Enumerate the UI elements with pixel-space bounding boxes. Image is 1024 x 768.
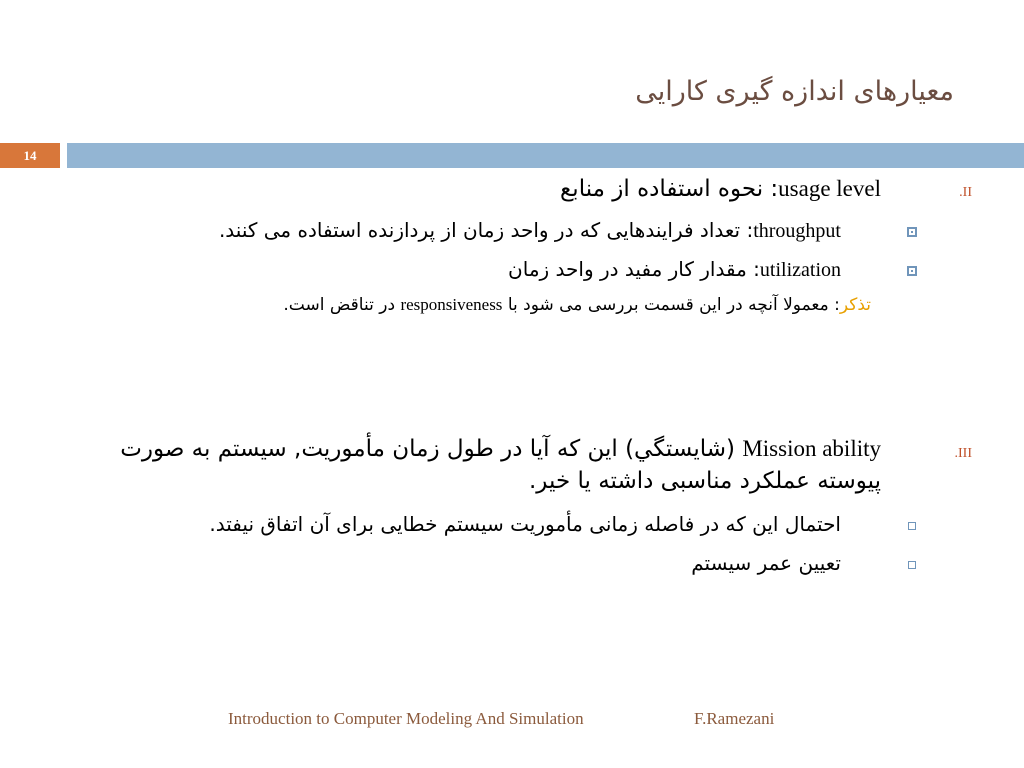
bullet-icon	[908, 561, 916, 569]
bullet-icon	[908, 522, 916, 530]
header-bar	[67, 143, 1024, 168]
footer-author: F.Ramezani	[694, 709, 775, 728]
list-item-throughput	[219, 218, 841, 243]
list-item-utilization	[508, 257, 841, 282]
item-term: throughput	[753, 220, 841, 242]
bullet-icon	[907, 266, 917, 276]
slide-title: معیارهای اندازه گیری کارایی	[635, 76, 954, 107]
item-text: : تعداد فرایندهایی که در واحد زمان از پردازنده استفاده می کنند.	[218, 218, 754, 242]
section-heading-iii	[120, 436, 881, 462]
item-text: : مقدار کار مفید در واحد زمان	[508, 257, 760, 281]
section-heading-iii-line2: پیوسته عملکرد مناسبی داشته یا خیر.	[529, 468, 881, 494]
heading-text: : نحوه استفاده از منابع	[560, 176, 779, 202]
note-text-after: در تناقض است.	[283, 295, 401, 315]
section-heading-ii	[560, 176, 881, 202]
heading-term: Mission ability	[742, 436, 881, 461]
note-text-before: : معمولا آنچه در این قسمت بررسی می شود با	[502, 295, 840, 315]
note	[283, 295, 871, 315]
heading-term: usage level	[778, 176, 881, 201]
item-term: utilization	[759, 259, 841, 281]
slide-number: 14	[0, 143, 60, 168]
footer-course: Introduction to Computer Modeling And Simulation	[228, 709, 584, 728]
heading-text: (شایستگي) این که آیا در طول زمان مأموریت, سیستم به صورت	[120, 436, 743, 462]
section-numeral-ii: .II	[959, 185, 972, 200]
list-item: تعیین عمر سیستم	[691, 551, 841, 575]
note-label: تذکر	[839, 295, 871, 315]
note-term: responsiveness	[400, 295, 503, 314]
list-item: احتمال این که در فاصله زمانی مأموریت سیستم خطایی برای آن اتفاق نیفتد.	[209, 512, 841, 536]
bullet-icon	[907, 227, 917, 237]
section-numeral-iii: .III	[954, 446, 972, 461]
